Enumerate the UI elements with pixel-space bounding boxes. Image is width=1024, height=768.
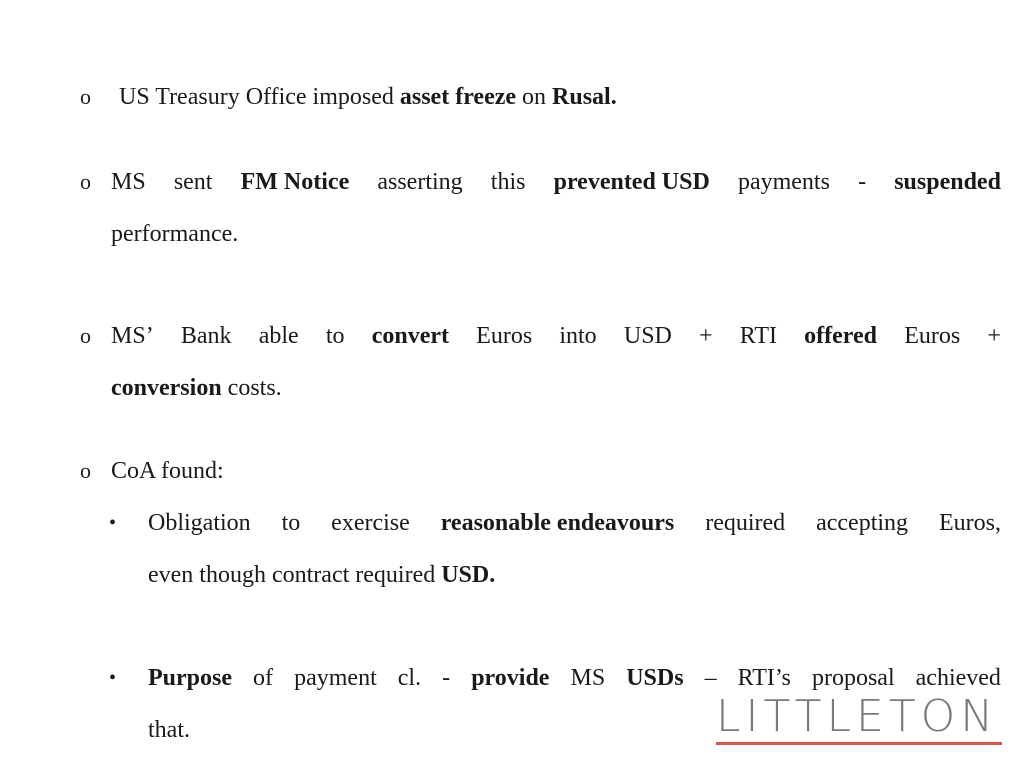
word: -: [442, 665, 451, 691]
word: -: [858, 169, 867, 195]
sub-bullet-1: [0, 497, 1024, 601]
bullet-2: [0, 156, 1024, 260]
emphasis-reasonable-endeavours: reasonable endeavours: [440, 510, 675, 536]
word: into: [559, 323, 597, 349]
sub-bullet-1-text: [148, 497, 1001, 601]
bullet-marker: o: [80, 169, 91, 194]
emphasis-conversion: conversion: [111, 375, 222, 401]
word: Euros: [476, 323, 533, 349]
text-run: on: [516, 84, 553, 110]
bullet-3: [0, 310, 1024, 414]
word: +: [987, 323, 1001, 349]
bullet-2-text: [111, 156, 1001, 260]
word: USD: [623, 323, 672, 349]
word: this: [490, 169, 526, 195]
bullet-4-text: [111, 445, 1001, 497]
emphasis-provide: provide: [471, 665, 550, 691]
word: proposal: [811, 665, 895, 691]
sub-bullet-marker: •: [109, 667, 117, 689]
sub-bullet-marker: •: [109, 512, 117, 534]
word: accepting: [816, 510, 909, 536]
bullet-1: [0, 71, 1024, 123]
logo-accent-rule: [716, 742, 1002, 745]
word: RTI: [739, 323, 777, 349]
text-run: US Treasury Office imposed: [119, 84, 400, 110]
word: MS: [570, 665, 606, 691]
word: MS: [111, 169, 146, 195]
text-run: costs.: [221, 375, 282, 401]
word: to: [325, 323, 345, 349]
text-line: performance.: [111, 221, 239, 247]
emphasis-asset-freeze: asset freeze: [399, 84, 517, 110]
text-line: CoA found:: [111, 458, 224, 484]
emphasis-convert: convert: [371, 323, 449, 349]
word: payment: [294, 665, 377, 691]
word: asserting: [377, 169, 463, 195]
emphasis-suspended: suspended: [894, 169, 1001, 195]
bullet-3-text: [111, 310, 1001, 414]
bullet-1-text: [119, 71, 1001, 123]
word: Euros,: [938, 510, 1001, 536]
word: exercise: [331, 510, 410, 536]
bullet-marker: o: [80, 84, 91, 109]
emphasis-rusal: Rusal.: [552, 84, 617, 110]
word: achieved: [915, 665, 1001, 691]
emphasis-usds: USDs: [626, 665, 684, 691]
emphasis-offered: offered: [804, 323, 878, 349]
word: sent: [173, 169, 213, 195]
text-run: even though contract required: [148, 562, 442, 588]
word: RTI’s: [737, 665, 791, 691]
word: Bank: [180, 323, 232, 349]
word: required: [705, 510, 786, 536]
bullet-4: [0, 445, 1024, 497]
logo-wordmark: LITTLETON: [716, 691, 999, 742]
word: of: [253, 665, 274, 691]
word: –: [704, 665, 717, 691]
word: payments: [737, 169, 830, 195]
word: Obligation: [148, 510, 251, 536]
word: to: [281, 510, 301, 536]
word: Euros: [904, 323, 961, 349]
emphasis-prevented-usd: prevented USD: [553, 169, 710, 195]
emphasis-usd: USD.: [441, 562, 496, 588]
word: MS’: [111, 323, 154, 349]
bullet-marker: o: [80, 323, 91, 348]
word: able: [258, 323, 299, 349]
emphasis-fm-notice: FM Notice: [240, 169, 350, 195]
emphasis-purpose: Purpose: [148, 665, 232, 691]
text-line: that.: [148, 717, 190, 743]
littleton-logo: [716, 691, 1002, 746]
bullet-marker: o: [80, 458, 91, 483]
word: cl.: [397, 665, 422, 691]
word: +: [699, 323, 713, 349]
